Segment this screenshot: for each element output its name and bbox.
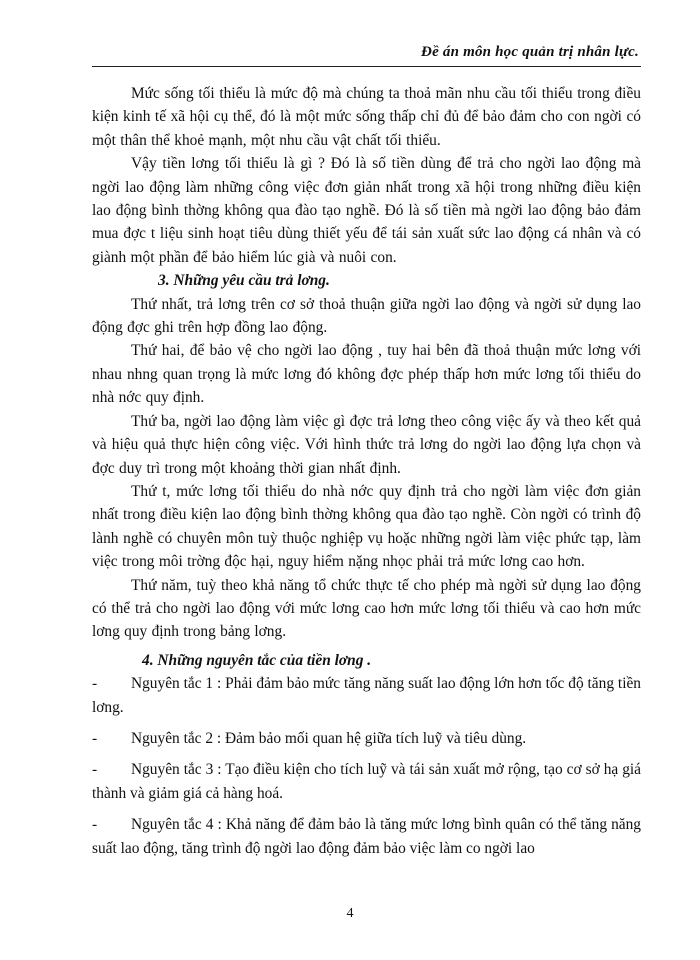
principle-3-item [92, 758, 641, 805]
principle-2-text: Nguyên tắc 2 : Đảm bảo mối quan hệ giữa tích luỹ và tiêu dùng. [131, 729, 527, 747]
page-number: 4 [346, 906, 354, 921]
requirement-3-paragraph: Thứ ba, ngời lao động làm việc gì đợc trả lơng theo công việc ấy và theo kết quả và hiệu quả thực hiện công việc. Với hình thức trả lơng do ngời lao động lựa chọn và đợc duy trì trong một khoảng thời gian nhất định. [92, 412, 641, 477]
principle-4-text: Nguyên tắc 4 : Khả năng để đảm bảo là tăng mức lơng bình quân có thể tăng năng suất lao động, tăng trình độ ngời lao động đảm bảo việc làm co ngời lao [92, 816, 641, 857]
requirement-4-paragraph: Thứ t, mức lơng tối thiểu do nhà nớc quy định trả cho ngời làm việc đơn giản nhất trong điều kiện lao động bình thờng không qua đào tạo nghề. Còn ngời có trình độ lành nghề có chuyên môn tuỳ thuộc nghiệp vụ hoặc những ngời làm việc phức tạp, làm việc trong môi trờng độc hại, nguy hiểm nặng nhọc phải trả mức lơng cao hơn. [92, 482, 641, 571]
bullet-marker: - [92, 675, 98, 693]
page-header [92, 40, 641, 67]
paragraph-minimum-living-standard: Mức sống tối thiểu là mức độ mà chúng ta thoả mãn nhu cầu tối thiểu trong điều kiện kinh tế xã hội cụ thể, đó là một mức sống thấp chỉ đủ để bảo đảm cho con ngời có một thân thể khoẻ mạnh, một nhu cầu vật chất tối thiểu. [92, 85, 641, 149]
requirement-5-paragraph: Thứ năm, tuỳ theo khả năng tổ chức thực tế cho phép mà ngời sử dụng lao động có thể trả cho ngời lao động với mức lơng cao hơn mức lơng tối thiểu và cao hơn mức lơng quy định trong bảng lơng. [92, 576, 641, 641]
principle-4-item [92, 813, 641, 860]
document-body [92, 82, 641, 860]
principle-3-text: Nguyên tắc 3 : Tạo điều kiện cho tích luỹ và tái sản xuất mở rộng, tạo cơ sở hạ giá thành và giảm giá cả hàng hoá. [92, 761, 641, 802]
section-3-heading: 3. Những yêu cầu trả lơng. [158, 272, 330, 290]
requirement-2-paragraph: Thứ hai, để bảo vệ cho ngời lao động , tuy hai bên đã thoả thuận mức lơng với nhau nhng quan trọng là mức lơng đó không đợc phép thấp hơn mức lơng tối thiểu do nhà nớc quy định. [92, 342, 641, 407]
section-4-heading: 4. Những nguyên tắc của tiền lơng . [142, 651, 372, 669]
principle-1-text: Nguyên tắc 1 : Phải đảm bảo mức tăng năng suất lao động lớn hơn tốc độ tăng tiền lơng. [92, 675, 641, 716]
bullet-marker: - [92, 761, 98, 779]
principle-2-item [92, 727, 641, 750]
bullet-marker: - [92, 729, 98, 747]
principle-1-item [92, 672, 641, 719]
paragraph-minimum-wage-definition: Vậy tiền lơng tối thiểu là gì ? Đó là số tiền dùng để trả cho ngời lao động mà ngời lao động làm những công việc đơn giản nhất trong xã hội trong những điều kiện lao động bình thờng không qua đào tạo nghề. Đó là số tiền mà ngời lao động bảo đảm mua đợc t liệu sinh hoạt tiêu dùng thiết yếu để tái sản xuất sức lao động cá nhân và có giành một phần để bảo hiểm lúc già và nuôi con. [92, 155, 641, 266]
bullet-marker: - [92, 816, 98, 834]
requirement-1-paragraph: Thứ nhất, trả lơng trên cơ sở thoả thuận giữa ngời lao động và ngời sử dụng lao động đợc ghi trên hợp đồng lao động. [92, 295, 641, 337]
header-title: Đề án môn học quản trị nhân lực. [421, 44, 639, 60]
